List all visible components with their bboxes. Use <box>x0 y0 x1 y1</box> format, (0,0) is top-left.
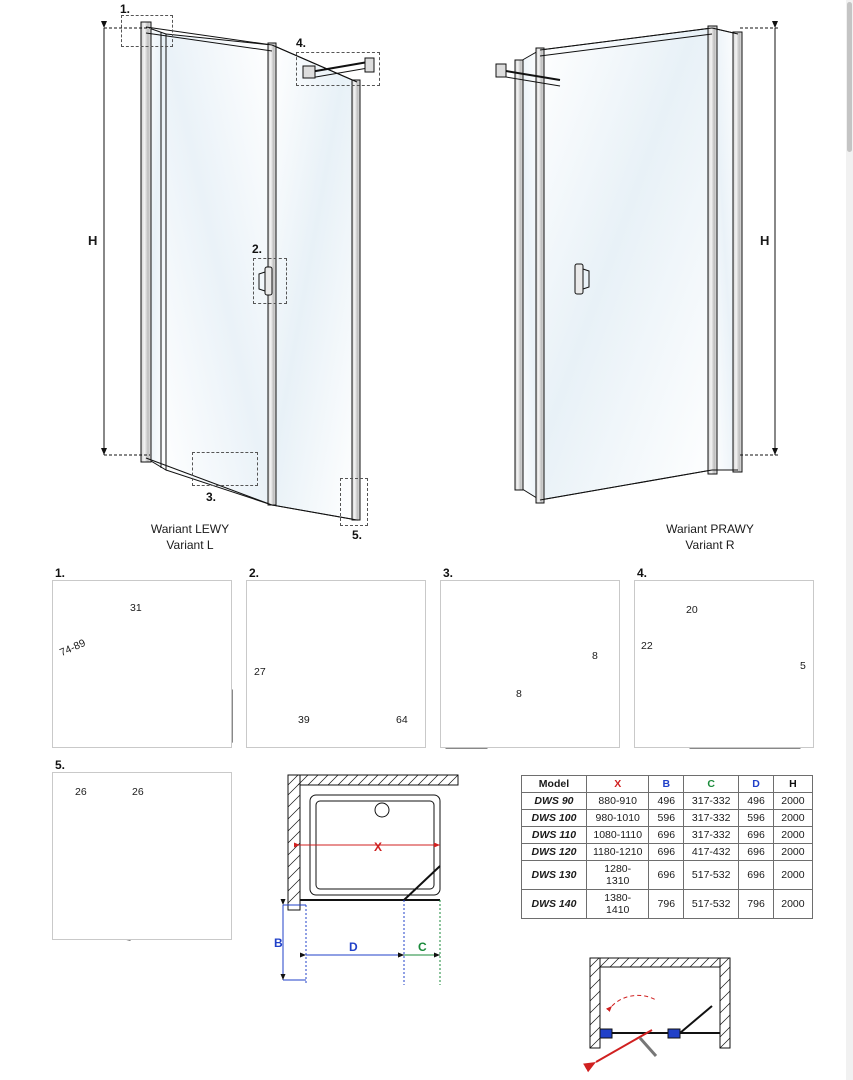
cell-c: 317-332 <box>684 793 739 810</box>
detail-frame-1 <box>52 580 232 748</box>
callout-number-4: 4. <box>296 36 307 50</box>
cell-model: DWS 130 <box>522 861 587 890</box>
variant-left-caption <box>95 521 285 553</box>
detail-frame-4 <box>634 580 814 748</box>
cell-b: 596 <box>649 810 684 827</box>
table-row <box>522 890 813 919</box>
cell-d: 696 <box>739 861 774 890</box>
table-row <box>522 827 813 844</box>
cell-d: 696 <box>739 827 774 844</box>
cell-d: 696 <box>739 844 774 861</box>
cell-h: 2000 <box>773 890 812 919</box>
cell-c: 417-432 <box>684 844 739 861</box>
detail5-dim-26b: 26 <box>132 786 144 798</box>
th-x: X <box>586 776 649 793</box>
height-label-left: H <box>88 233 98 248</box>
plan-label-d: D <box>349 940 358 954</box>
cell-h: 2000 <box>773 827 812 844</box>
th-b: B <box>649 776 684 793</box>
callout-box-2 <box>253 258 287 304</box>
page-scrollbar-track[interactable] <box>846 0 853 1080</box>
cell-x: 980-1010 <box>586 810 649 827</box>
detail-number-1: 1. <box>55 566 66 580</box>
cell-c: 517-532 <box>684 861 739 890</box>
detail1-dim-74-89: 74-89 <box>58 637 88 659</box>
th-h: H <box>773 776 812 793</box>
cell-x: 1080-1110 <box>586 827 649 844</box>
detail2-dim-39: 39 <box>298 714 310 726</box>
plan-label-b: B <box>274 936 283 950</box>
cell-h: 2000 <box>773 844 812 861</box>
detail-number-2: 2. <box>249 566 260 580</box>
detail-number-4: 4. <box>637 566 648 580</box>
detail2-dim-64: 64 <box>396 714 408 726</box>
cell-b: 496 <box>649 793 684 810</box>
variant-right-line1: Wariant PRAWY <box>666 522 754 536</box>
table-row <box>522 861 813 890</box>
cell-b: 696 <box>649 844 684 861</box>
detail4-dim-20: 20 <box>686 604 698 616</box>
cell-x: 1180-1210 <box>586 844 649 861</box>
table-row <box>522 844 813 861</box>
variant-right-line2: Variant R <box>685 538 735 552</box>
cell-model: DWS 140 <box>522 890 587 919</box>
cell-h: 2000 <box>773 810 812 827</box>
callout-number-1: 1. <box>120 2 131 16</box>
callout-box-1 <box>121 15 173 47</box>
detail5-dim-26a: 26 <box>75 786 87 798</box>
variant-left-line2: Variant L <box>166 538 214 552</box>
cell-h: 2000 <box>773 861 812 890</box>
detail3-dim-8a: 8 <box>592 650 598 662</box>
cell-x: 1380-1410 <box>586 890 649 919</box>
callout-box-4 <box>296 52 380 86</box>
cell-c: 517-532 <box>684 890 739 919</box>
cell-c: 317-332 <box>684 827 739 844</box>
detail3-dim-8b: 8 <box>516 688 522 700</box>
detail4-dim-5: 5 <box>800 660 806 672</box>
th-c: C <box>684 776 739 793</box>
table-row <box>522 810 813 827</box>
cell-x: 1280-1310 <box>586 861 649 890</box>
variant-left-line1: Wariant LEWY <box>150 522 230 536</box>
cell-model: DWS 90 <box>522 793 587 810</box>
detail4-dim-22: 22 <box>641 640 653 652</box>
callout-number-5: 5. <box>352 528 363 542</box>
callout-box-3 <box>192 452 258 486</box>
cell-model: DWS 100 <box>522 810 587 827</box>
spec-table <box>521 775 813 919</box>
cell-c: 317-332 <box>684 810 739 827</box>
cell-b: 696 <box>649 861 684 890</box>
cell-h: 2000 <box>773 793 812 810</box>
plan-label-x: X <box>374 840 383 854</box>
cell-d: 596 <box>739 810 774 827</box>
cell-b: 796 <box>649 890 684 919</box>
cell-b: 696 <box>649 827 684 844</box>
cell-x: 880-910 <box>586 793 649 810</box>
th-model: Model <box>522 776 587 793</box>
th-d: D <box>739 776 774 793</box>
height-label-right: H <box>760 233 770 248</box>
cell-d: 796 <box>739 890 774 919</box>
plan-label-c: C <box>418 940 427 954</box>
page-scrollbar-thumb[interactable] <box>847 2 852 152</box>
table-header-row <box>522 776 813 793</box>
detail1-dim-31: 31 <box>130 602 142 614</box>
detail-frame-3 <box>440 580 620 748</box>
variant-right-caption <box>615 521 805 553</box>
cell-d: 496 <box>739 793 774 810</box>
callout-box-5 <box>340 478 368 526</box>
callout-number-3: 3. <box>206 490 217 504</box>
cell-model: DWS 120 <box>522 844 587 861</box>
callout-number-2: 2. <box>252 242 263 256</box>
detail-number-5: 5. <box>55 758 66 772</box>
detail-number-3: 3. <box>443 566 454 580</box>
table-row <box>522 793 813 810</box>
cell-model: DWS 110 <box>522 827 587 844</box>
detail2-dim-27: 27 <box>254 666 266 678</box>
